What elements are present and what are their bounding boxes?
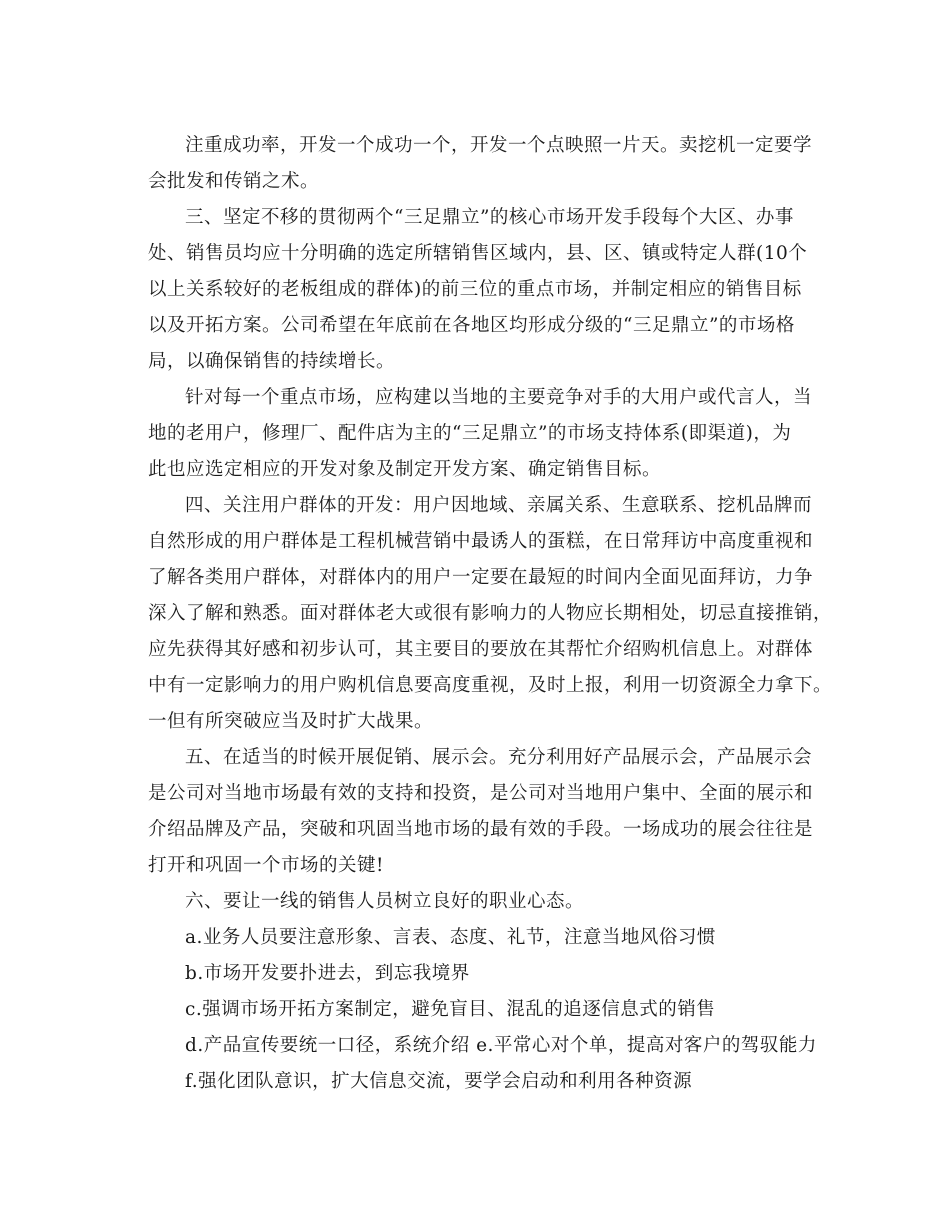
text-line: 局，以确保销售的持续增长。: [148, 351, 396, 372]
text-line: d.产品宣传要统一口径，系统介绍 e.平常心对个单，提高对客户的驾驭能力: [185, 1035, 817, 1056]
text-line: 以及开拓方案。公司希望在年底前在各地区均形成分级的“三足鼎立”的市场格: [148, 315, 795, 336]
text-line: 是公司对当地市场最有效的支持和投资，是公司对当地用户集中、全面的展示和: [148, 783, 814, 804]
text-line: 以上关系较好的老板组成的群体)的前三位的重点市场，并制定相应的销售目标: [148, 279, 802, 300]
text-line: 自然形成的用户群体是工程机械营销中最诱人的蛋糕，在日常拜访中高度重视和: [148, 531, 814, 552]
text-line: 四、关注用户群体的开发：用户因地域、亲属关系、生意联系、挖机品牌而: [185, 495, 813, 516]
text-line: 介绍品牌及产品，突破和巩固当地市场的最有效的手段。一场成功的展会往往是: [148, 819, 814, 840]
text-line: 针对每一个重点市场，应构建以当地的主要竞争对手的大用户或代言人，当: [185, 387, 813, 408]
body-text: [148, 128, 833, 1100]
text-line: 应先获得其好感和初步认可，其主要目的要放在其帮忙介绍购机信息上。对群体: [148, 639, 814, 660]
text-line: 中有一定影响力的用户购机信息要高度重视，及时上报，利用一切资源全力拿下。: [148, 675, 833, 696]
text-line: 六、要让一线的销售人员树立良好的职业心态。: [185, 891, 585, 912]
text-line: 深入了解和熟悉。面对群体老大或很有影响力的人物应长期相处，切忌直接推销，: [148, 603, 833, 624]
text-line: 处、销售员均应十分明确的选定所辖销售区域内，县、区、镇或特定人群(10个: [148, 243, 808, 264]
text-line: b.市场开发要扑进去，到忘我境界: [185, 963, 470, 984]
text-line: 地的老用户，修理厂、配件店为主的“三足鼎立”的市场支持体系(即渠道)，为: [148, 423, 792, 444]
text-line: f.强化团队意识，扩大信息交流，要学会启动和利用各种资源: [185, 1071, 693, 1092]
text-line: 一但有所突破应当及时扩大战果。: [148, 711, 434, 732]
text-line: 了解各类用户群体，对群体内的用户一定要在最短的时间内全面见面拜访，力争: [148, 567, 814, 588]
text-line: 打开和巩固一个市场的关键!: [148, 855, 384, 876]
text-line: 三、坚定不移的贯彻两个“三足鼎立”的核心市场开发手段每个大区、办事: [185, 207, 794, 228]
text-line: 注重成功率，开发一个成功一个，开发一个点映照一片天。卖挖机一定要学: [185, 135, 813, 156]
text-line: 此也应选定相应的开发对象及制定开发方案、确定销售目标。: [148, 459, 662, 480]
text-line: c.强调市场开拓方案制定，避免盲目、混乱的追逐信息式的销售: [185, 999, 716, 1020]
text-line: 会批发和传销之术。: [148, 171, 320, 192]
text-line: a.业务人员要注意形象、言表、态度、礼节，注意当地风俗习惯: [185, 927, 716, 948]
text-line: 五、在适当的时候开展促销、展示会。充分利用好产品展示会，产品展示会: [185, 747, 813, 768]
